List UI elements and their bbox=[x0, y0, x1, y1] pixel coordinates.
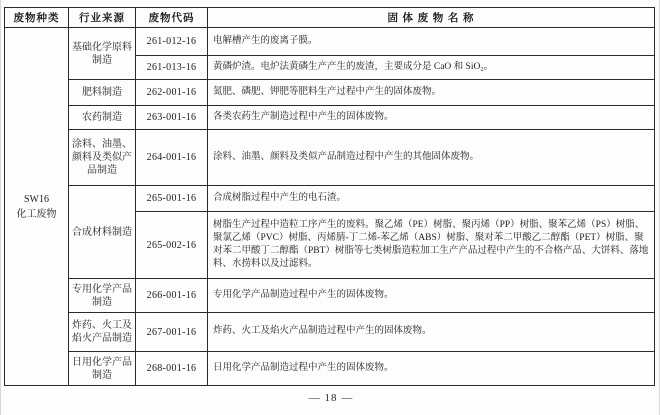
waste-name-cell: 合成树脂过程中产生的电石渣。 bbox=[208, 186, 655, 212]
waste-category-label: 化工废物 bbox=[16, 208, 57, 220]
waste-name-cell: 专用化学产品制造过程中产生的固体废物。 bbox=[208, 279, 655, 313]
waste-code-cell: 268-001-16 bbox=[136, 352, 208, 386]
industry-source-cell: 日用化学产品制造 bbox=[69, 352, 136, 386]
table-header bbox=[5, 8, 655, 28]
waste-code-cell: 263-001-16 bbox=[136, 106, 208, 130]
table-row bbox=[5, 130, 655, 186]
table-row bbox=[5, 279, 655, 313]
table-row bbox=[5, 313, 655, 352]
waste-name-cell: 树脂生产过程中造粒工序产生的废料。聚乙烯（PE）树脂、聚丙烯（PP）树脂、聚苯乙烯（PS）树脂、聚氯乙烯（PVC）树脂、丙烯腈-丁二烯-苯乙烯（ABS）树脂、聚对苯二甲酸乙二醇酯（PET）树脂、聚对苯二甲酸丁二醇酯（PBT）树脂等七类树脂造粒加工生产产品过程中产生的不合格产品、大饼料、落地料、水捞料以及过滤料。 bbox=[208, 212, 655, 279]
header-industry-source: 行业来源 bbox=[69, 8, 136, 28]
table-row bbox=[5, 28, 655, 56]
waste-classification-table bbox=[4, 7, 655, 386]
industry-source-cell: 肥料制造 bbox=[69, 80, 136, 106]
waste-code-cell: 265-001-16 bbox=[136, 186, 208, 212]
waste-category-code: SW16 bbox=[24, 193, 49, 205]
waste-code-cell: 261-012-16 bbox=[136, 28, 208, 56]
waste-category-cell bbox=[5, 28, 69, 386]
waste-name-cell: 日用化学产品制造过程中产生的固体废物。 bbox=[208, 352, 655, 386]
waste-name-cell: 涂料、油墨、颜料及类似产品制造过程中产生的其他固体废物。 bbox=[208, 130, 655, 186]
industry-source-cell: 专用化学产品制造 bbox=[69, 279, 136, 313]
industry-source-cell: 基础化学原料制造 bbox=[69, 28, 136, 80]
table-row bbox=[5, 106, 655, 130]
industry-source-cell: 合成材料制造 bbox=[69, 186, 136, 279]
waste-code-cell: 265-002-16 bbox=[136, 212, 208, 279]
waste-name-cell: 电解槽产生的废离子膜。 bbox=[208, 28, 655, 56]
waste-code-cell: 267-001-16 bbox=[136, 313, 208, 352]
table-row bbox=[5, 352, 655, 386]
table-body bbox=[5, 28, 655, 386]
header-row bbox=[5, 8, 655, 28]
waste-code-cell: 264-001-16 bbox=[136, 130, 208, 186]
header-waste-code: 废物代码 bbox=[136, 8, 208, 28]
table-row bbox=[5, 186, 655, 212]
header-waste-category: 废物种类 bbox=[5, 8, 69, 28]
waste-code-cell: 266-001-16 bbox=[136, 279, 208, 313]
header-solid-waste-name: 固 体 废 物 名 称 bbox=[208, 8, 655, 28]
waste-code-cell: 262-001-16 bbox=[136, 80, 208, 106]
waste-name-cell: 黄磷炉渣。电炉法黄磷生产产生的废渣，主要成分是 CaO 和 SiO₂。 bbox=[208, 56, 655, 80]
page-number: — 18 — bbox=[308, 392, 354, 404]
industry-source-cell: 农药制造 bbox=[69, 106, 136, 130]
waste-name-cell: 各类农药生产制造过程中产生的固体废物。 bbox=[208, 106, 655, 130]
waste-name-cell: 氮肥、磷肥、钾肥等肥料生产过程中产生的固体废物。 bbox=[208, 80, 655, 106]
industry-source-cell: 涂料、油墨、颜料及类似产品制造 bbox=[69, 130, 136, 186]
waste-code-cell: 261-013-16 bbox=[136, 56, 208, 80]
waste-name-cell: 炸药、火工及焰火产品制造过程中产生的固体废物。 bbox=[208, 313, 655, 352]
table-row bbox=[5, 80, 655, 106]
industry-source-cell: 炸药、火工及焰火产品制造 bbox=[69, 313, 136, 352]
